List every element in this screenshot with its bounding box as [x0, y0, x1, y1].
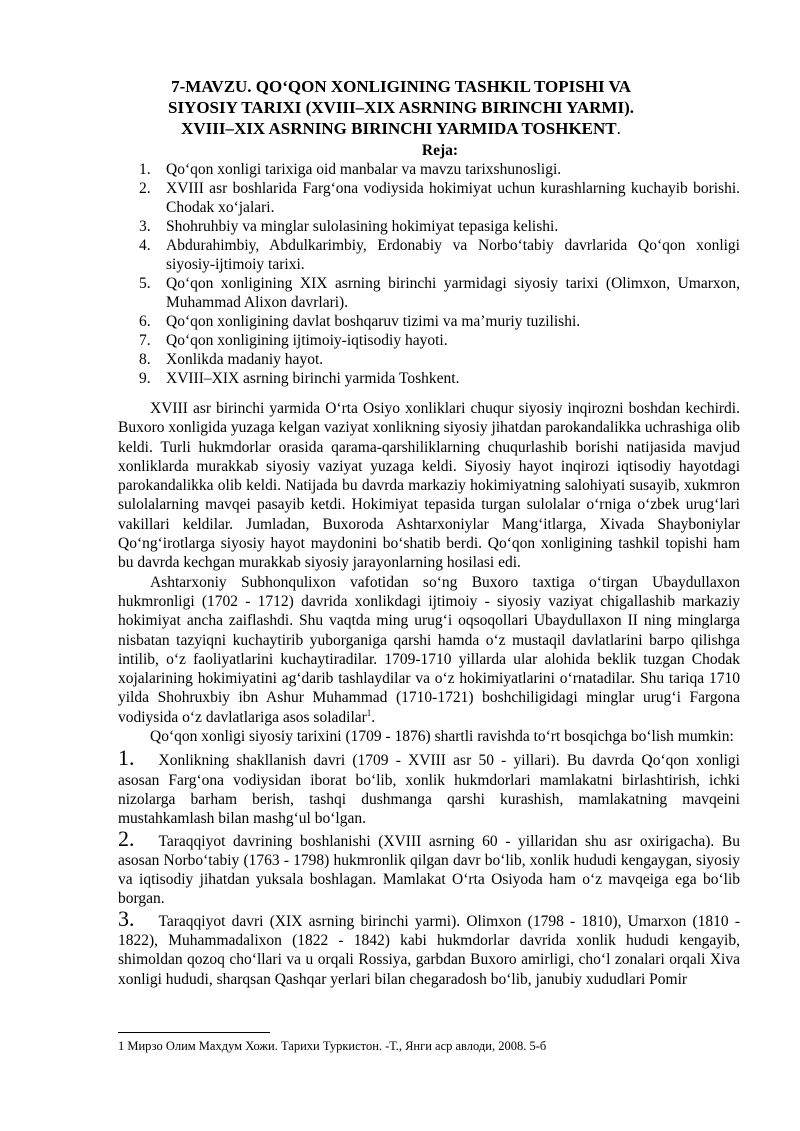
- footnote: 1 Мирзо Олим Махдум Хожи. Тарихи Туркистон. -Т., Янги аср авлоди, 2008. 5-б: [118, 1039, 547, 1053]
- list-item: 6. Qo‘qon xonligining davlat boshqaruv tizimi va ma’muriy tuzilishi.: [139, 313, 581, 330]
- title-line-2: SIYOSIY TARIXI (XVIII–XIX ASRNING BIRINCHI YARMI).: [167, 98, 634, 117]
- plan-list: [118, 160, 740, 388]
- list-item: 4. Abdurahimbiy, Abdulkarimbiy, Erdonabiy va Norbo‘tabiy davrlarida Qo‘qon xonligi siyosiy-ijtimoiy tarixi.: [139, 237, 740, 273]
- paragraph-3: Qo‘qon xonligi siyosiy tarixini (1709 - 1876) shartli ravishda to‘rt bosqichga bo‘lish mumkin:: [150, 728, 734, 746]
- list-item: 9. XVIII–XIX asrning birinchi yarmida Toshkent.: [139, 370, 460, 387]
- stage-1: 1. Xonlikning shakllanish davri (1709 - XVIII asr 50 - yillari). Bu davrda Qo‘qon xonligi asosan Farg‘ona vodiysidan iborat bo‘lib, xonlik hukmdorlari mamlakatni birlashtirish, ichki nizolarga barham berish, tashqi dushmanga qarshi kurashish, mamlakatning mavqeini mustahkamlash bilan mashg‘ul bo‘lgan.: [118, 745, 740, 828]
- list-item: 5. Qo‘qon xonligining XIX asrning birinchi yarmidagi siyosiy tarixi (Olimxon, Umarxon, Muhammad Alixon davrlari).: [139, 275, 740, 311]
- paragraph-1: XVIII asr birinchi yarmida O‘rta Osiyo xonliklari chuqur siyosiy inqirozni boshdan kechirdi. Buxoro xonligida yuzaga kelgan vaziyat xonlikning siyosiy jihatdan parokandalikka uchrashiga olib keldi. Turli hukmdorlar orasida qarama-qarshiliklarning chuqurlashib borishi natijasida mavjud xonliklarda murakkab siyosiy vaziyat yuzaga keldi. Siyosiy hayot inqirozi iqtisodiy hayotdagi parokandalikka olib keldi. Natijada bu davrda markaziy hokimiyatning salohiyati susayib, xukmron sulolalarning mavqei pasayib ketdi. Hokimiyat tepasida turgan sulolalar o‘rniga o‘zbek urug‘lari vakillari keldilar. Jumladan, Buxoroda Ashtarxoniylar Mang‘itlarga, Xivada Shayboniylar Qo‘ng‘irotlarga siyosiy hayot maydonini bo‘shatib berdi. Qo‘qon xonligining tashkil topishi ham bu davrda kechgan murakkab siyosiy jarayonlarning hosilasi edi.: [118, 400, 740, 572]
- page-title: [118, 76, 684, 139]
- list-item: 8. Xonlikda madaniy hayot.: [139, 351, 324, 368]
- list-item: 7. Qo‘qon xonligining ijtimoiy-iqtisodiy hayoti.: [139, 332, 448, 349]
- stage-3: 3. Taraqqiyot davri (XIX asrning birinchi yarmi). Olimxon (1798 - 1810), Umarxon (1810 - 1822), Muhammadalixon (1822 - 1842) kabi hukmdorlar davrida xonlik hududi kengayib, shimoldan qozoq cho‘llari va u orqali Rossiya, garbdan Buxoro amirligi, cho‘l zonalari orqali Xiva xonligi hududi, sharqsan Qashqar yerlari bilan chegaradosh bo‘lib, janubiy xududlari Pomir: [118, 905, 740, 988]
- title-line-3: XVIII–XIX ASRNING BIRINCHI YARMIDA TOSHKENT.: [181, 119, 621, 138]
- title-line-1: 7-MAVZU. QO‘QON XONLIGINING TASHKIL TOPISHI VA: [171, 77, 631, 96]
- footnote-divider: [118, 1032, 270, 1033]
- stage-2: 2. Taraqqiyot davrining boshlanishi (XVIII asrning 60 - yillaridan shu asr oxirigacha). Bu asosan Norbo‘tabiy (1763 - 1798) hukmronlik qilgan davr bo‘lib, xonlik hududi kengaygan, siyosiy va iqtisodiy jihatdan yuksala boshlagan. Mamlakat O‘rta Osiyoda ham o‘z mavqeiga ega bo‘lib borgan.: [118, 825, 740, 908]
- footnote-ref[interactable]: 1: [366, 707, 372, 718]
- paragraph-2: Ashtarxoniy Subhonqulixon vafotidan so‘ng Buxoro taxtiga o‘tirgan Ubaydullaxon hukmronligi (1702 - 1712) davrida xonlikdagi ijtimoiy - siyosiy vaziyat chigallashib markaziy hokimiyat ancha zaiflashdi. Shu vaqtda ming urug‘i oqsoqollari Ubaydullaxon II ning minglarga nisbatan tazyiqni kuchaytirib yuborganiga qarshi hamda o‘z mustaqil davlatlarini barpo qilishga intilib, o‘z faoliyatlarini kuchaytiradilar. 1709-1710 yillarda ular alohida beklik tuzgan Chodak xojalarining hokimiyatini ag‘darib tashlaydilar va o‘z hokimiyatlarini o‘rnatadilar. Shu tariqa 1710 yilda Shohruxbiy ibn Ashur Muhammad (1710-1721) boshchiligidagi minglar urug‘i Fargona vodiysida o‘z davlatlariga asos soladilar$^1$.: [118, 573, 740, 726]
- list-item: 3. Shohruhbiy va minglar sulolasining hokimiyat tepasiga kelishi.: [139, 218, 559, 235]
- list-item: 2. XVIII asr boshlarida Farg‘ona vodiysida hokimiyat uchun kurashlarning kuchayib borishi. Chodak xo‘jalari.: [139, 180, 740, 216]
- plan-heading: Reja:: [421, 142, 459, 159]
- list-item: 1. Qo‘qon xonligi tarixiga oid manbalar va mavzu tarixshunosligi.: [139, 161, 562, 178]
- body-text: [118, 399, 740, 989]
